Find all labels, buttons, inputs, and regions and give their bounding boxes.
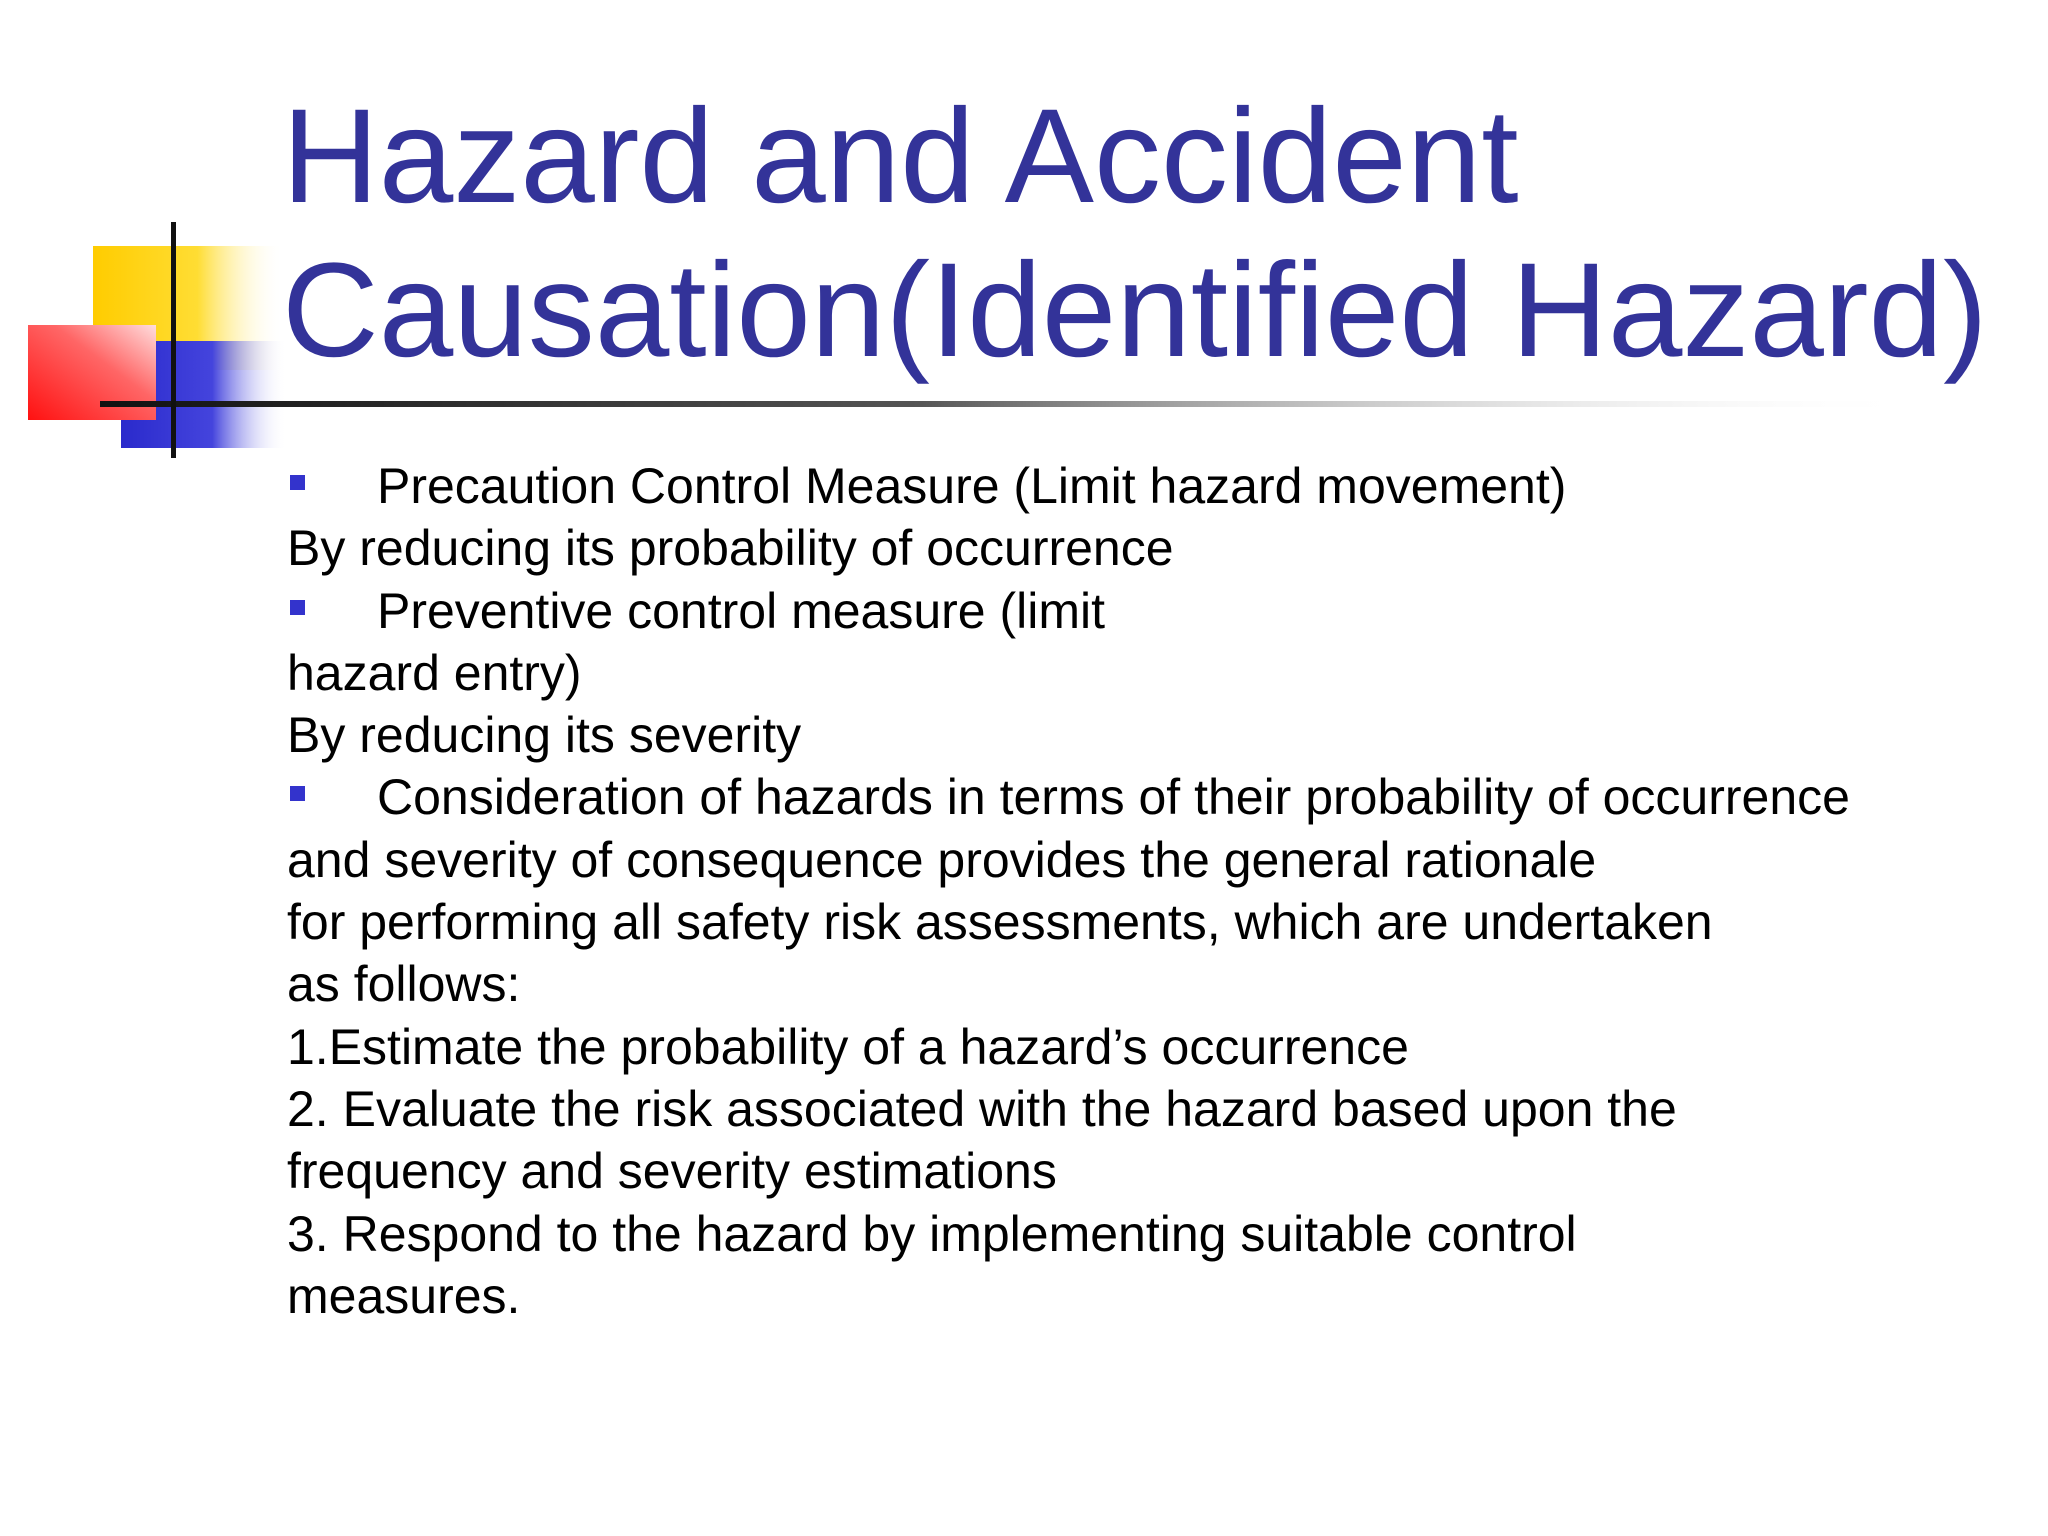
bullet-item-3 <box>287 766 2007 828</box>
body-line: By reducing its probability of occurrence <box>287 520 1174 577</box>
step-1-line: 1.Estimate the probability of a hazard’s occurrence <box>287 1018 1409 1075</box>
body-line: for performing all safety risk assessments, which are undertaken <box>287 894 1713 951</box>
bullet-text-2: Preventive control measure (limit <box>377 582 1106 639</box>
body-line: as follows: <box>287 956 521 1013</box>
slide-body <box>287 455 2007 1327</box>
bullet-text-3: Consideration of hazards in terms of their probability of occurrence <box>377 769 1850 826</box>
title-line-2: Causation(Identified Hazard) <box>282 236 1988 385</box>
step-3-line: 3. Respond to the hazard by implementing suitable control <box>287 1205 1577 1262</box>
divider-rule <box>100 401 1920 407</box>
square-bullet-icon <box>290 600 305 615</box>
step-2-line: 2. Evaluate the risk associated with the hazard based upon the <box>287 1080 1677 1137</box>
body-line: hazard entry) <box>287 644 582 701</box>
slide-title <box>282 80 1988 388</box>
title-line-1: Hazard and Accident <box>282 82 1519 231</box>
bullet-text-1: Precaution Control Measure (Limit hazard movement) <box>377 458 1567 514</box>
body-line: frequency and severity estimations <box>287 1143 1057 1200</box>
body-line: measures. <box>287 1267 521 1324</box>
body-line: By reducing its severity <box>287 707 802 764</box>
bullet-item-1 <box>287 455 2007 517</box>
body-line: and severity of consequence provides the general rationale <box>287 831 1597 888</box>
square-bullet-icon <box>290 475 305 490</box>
vertical-rule <box>171 222 176 458</box>
bullet-item-2 <box>287 580 2007 642</box>
square-bullet-icon <box>290 786 305 801</box>
